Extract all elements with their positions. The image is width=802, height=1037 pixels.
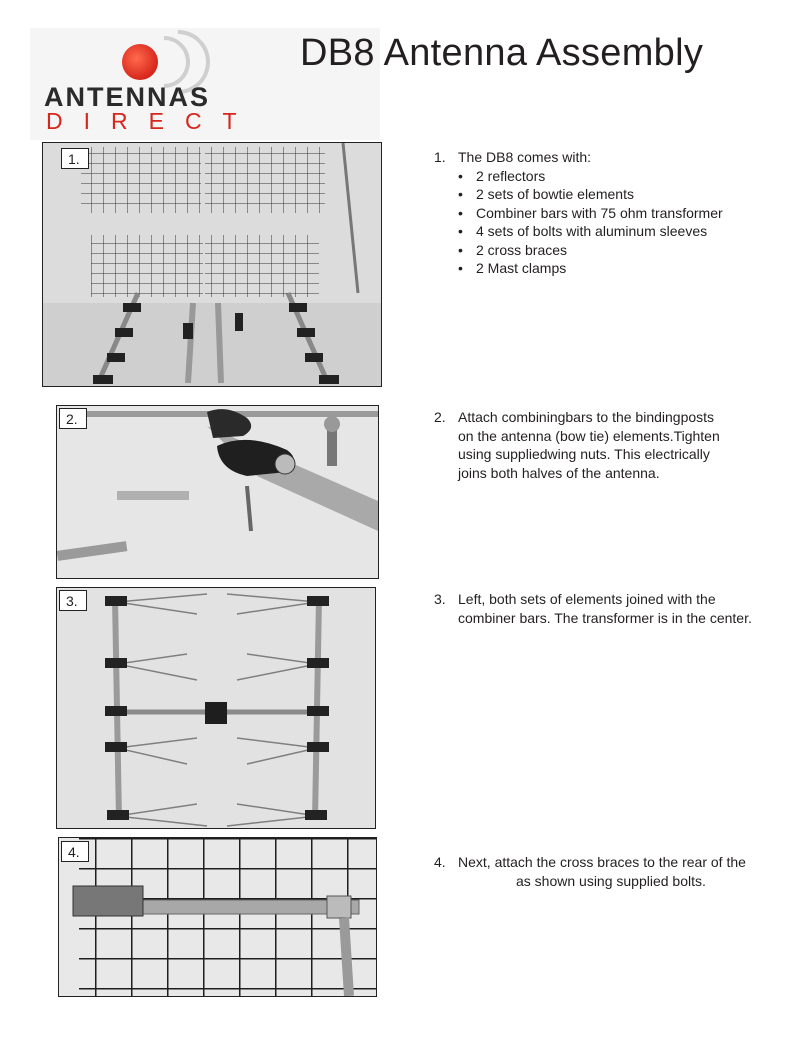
step-line: joins both halves of the antenna.: [458, 464, 660, 481]
step-line: combiner bars. The transformer is in the center.: [458, 609, 752, 626]
bullet-icon: •: [458, 167, 463, 184]
step-line: using suppliedwing nuts. This electrically: [458, 446, 710, 462]
step-line: as shown using supplied bolts.: [516, 872, 706, 889]
step-line: Attach combiningbars to the bindingposts: [458, 409, 715, 425]
step-2-text: [434, 408, 720, 482]
list-item-text: 2 sets of bowtie elements: [476, 186, 634, 202]
list-item-text: 4 sets of bolts with aluminum sleeves: [476, 223, 708, 239]
list-item: [458, 185, 723, 204]
logo-dot-icon: [122, 44, 158, 80]
step-badge: 2.: [59, 408, 87, 429]
photo-step-3: [56, 587, 376, 829]
photo-step-1: [42, 142, 382, 387]
list-item: [458, 204, 723, 223]
list-item: [458, 222, 723, 241]
bullet-icon: •: [458, 204, 463, 221]
page-title: DB8 Antenna Assembly: [300, 32, 704, 74]
cross-brace-photo: [59, 838, 376, 996]
list-item-text: Combiner bars with 75 ohm transformer: [476, 204, 723, 221]
step-number: 4.: [434, 854, 446, 870]
list-item: [458, 241, 723, 260]
step-3-text: [434, 590, 752, 627]
parts-list: [434, 167, 723, 278]
step-intro: The DB8 comes with:: [458, 149, 592, 165]
bullet-icon: •: [458, 260, 463, 276]
combined-elements-photo: [57, 588, 375, 828]
step-line: Next, attach the cross braces to the rear of the: [458, 854, 746, 870]
list-item-text: 2 cross braces: [476, 241, 568, 258]
list-item: [458, 167, 723, 186]
step-badge: 3.: [59, 590, 87, 611]
bullet-icon: •: [458, 241, 463, 258]
list-item-text: 2 reflectors: [476, 167, 546, 184]
logo-text-direct: DIRECT: [46, 108, 258, 134]
list-item: [458, 259, 723, 278]
list-item-text: 2 Mast clamps: [476, 260, 567, 276]
step-badge: 4.: [61, 841, 89, 862]
step-number: 1.: [434, 149, 446, 165]
bullet-icon: •: [458, 186, 463, 202]
step-line: on the antenna (bow tie) elements.Tighten: [458, 427, 720, 444]
binding-posts-photo: [57, 406, 378, 578]
step-number: 3.: [434, 591, 446, 607]
photo-step-4: [58, 837, 377, 997]
step-4-text: [434, 853, 746, 890]
step-1-text: [434, 148, 723, 278]
step-number: 2.: [434, 409, 446, 425]
step-badge: 1.: [61, 148, 89, 169]
step-line: Left, both sets of elements joined with the: [458, 591, 716, 607]
photo-step-2: [56, 405, 379, 579]
logo-text-antennas: ANTENNAS: [44, 82, 211, 112]
antenna-parts-photo: [43, 143, 381, 386]
bullet-icon: •: [458, 223, 463, 239]
